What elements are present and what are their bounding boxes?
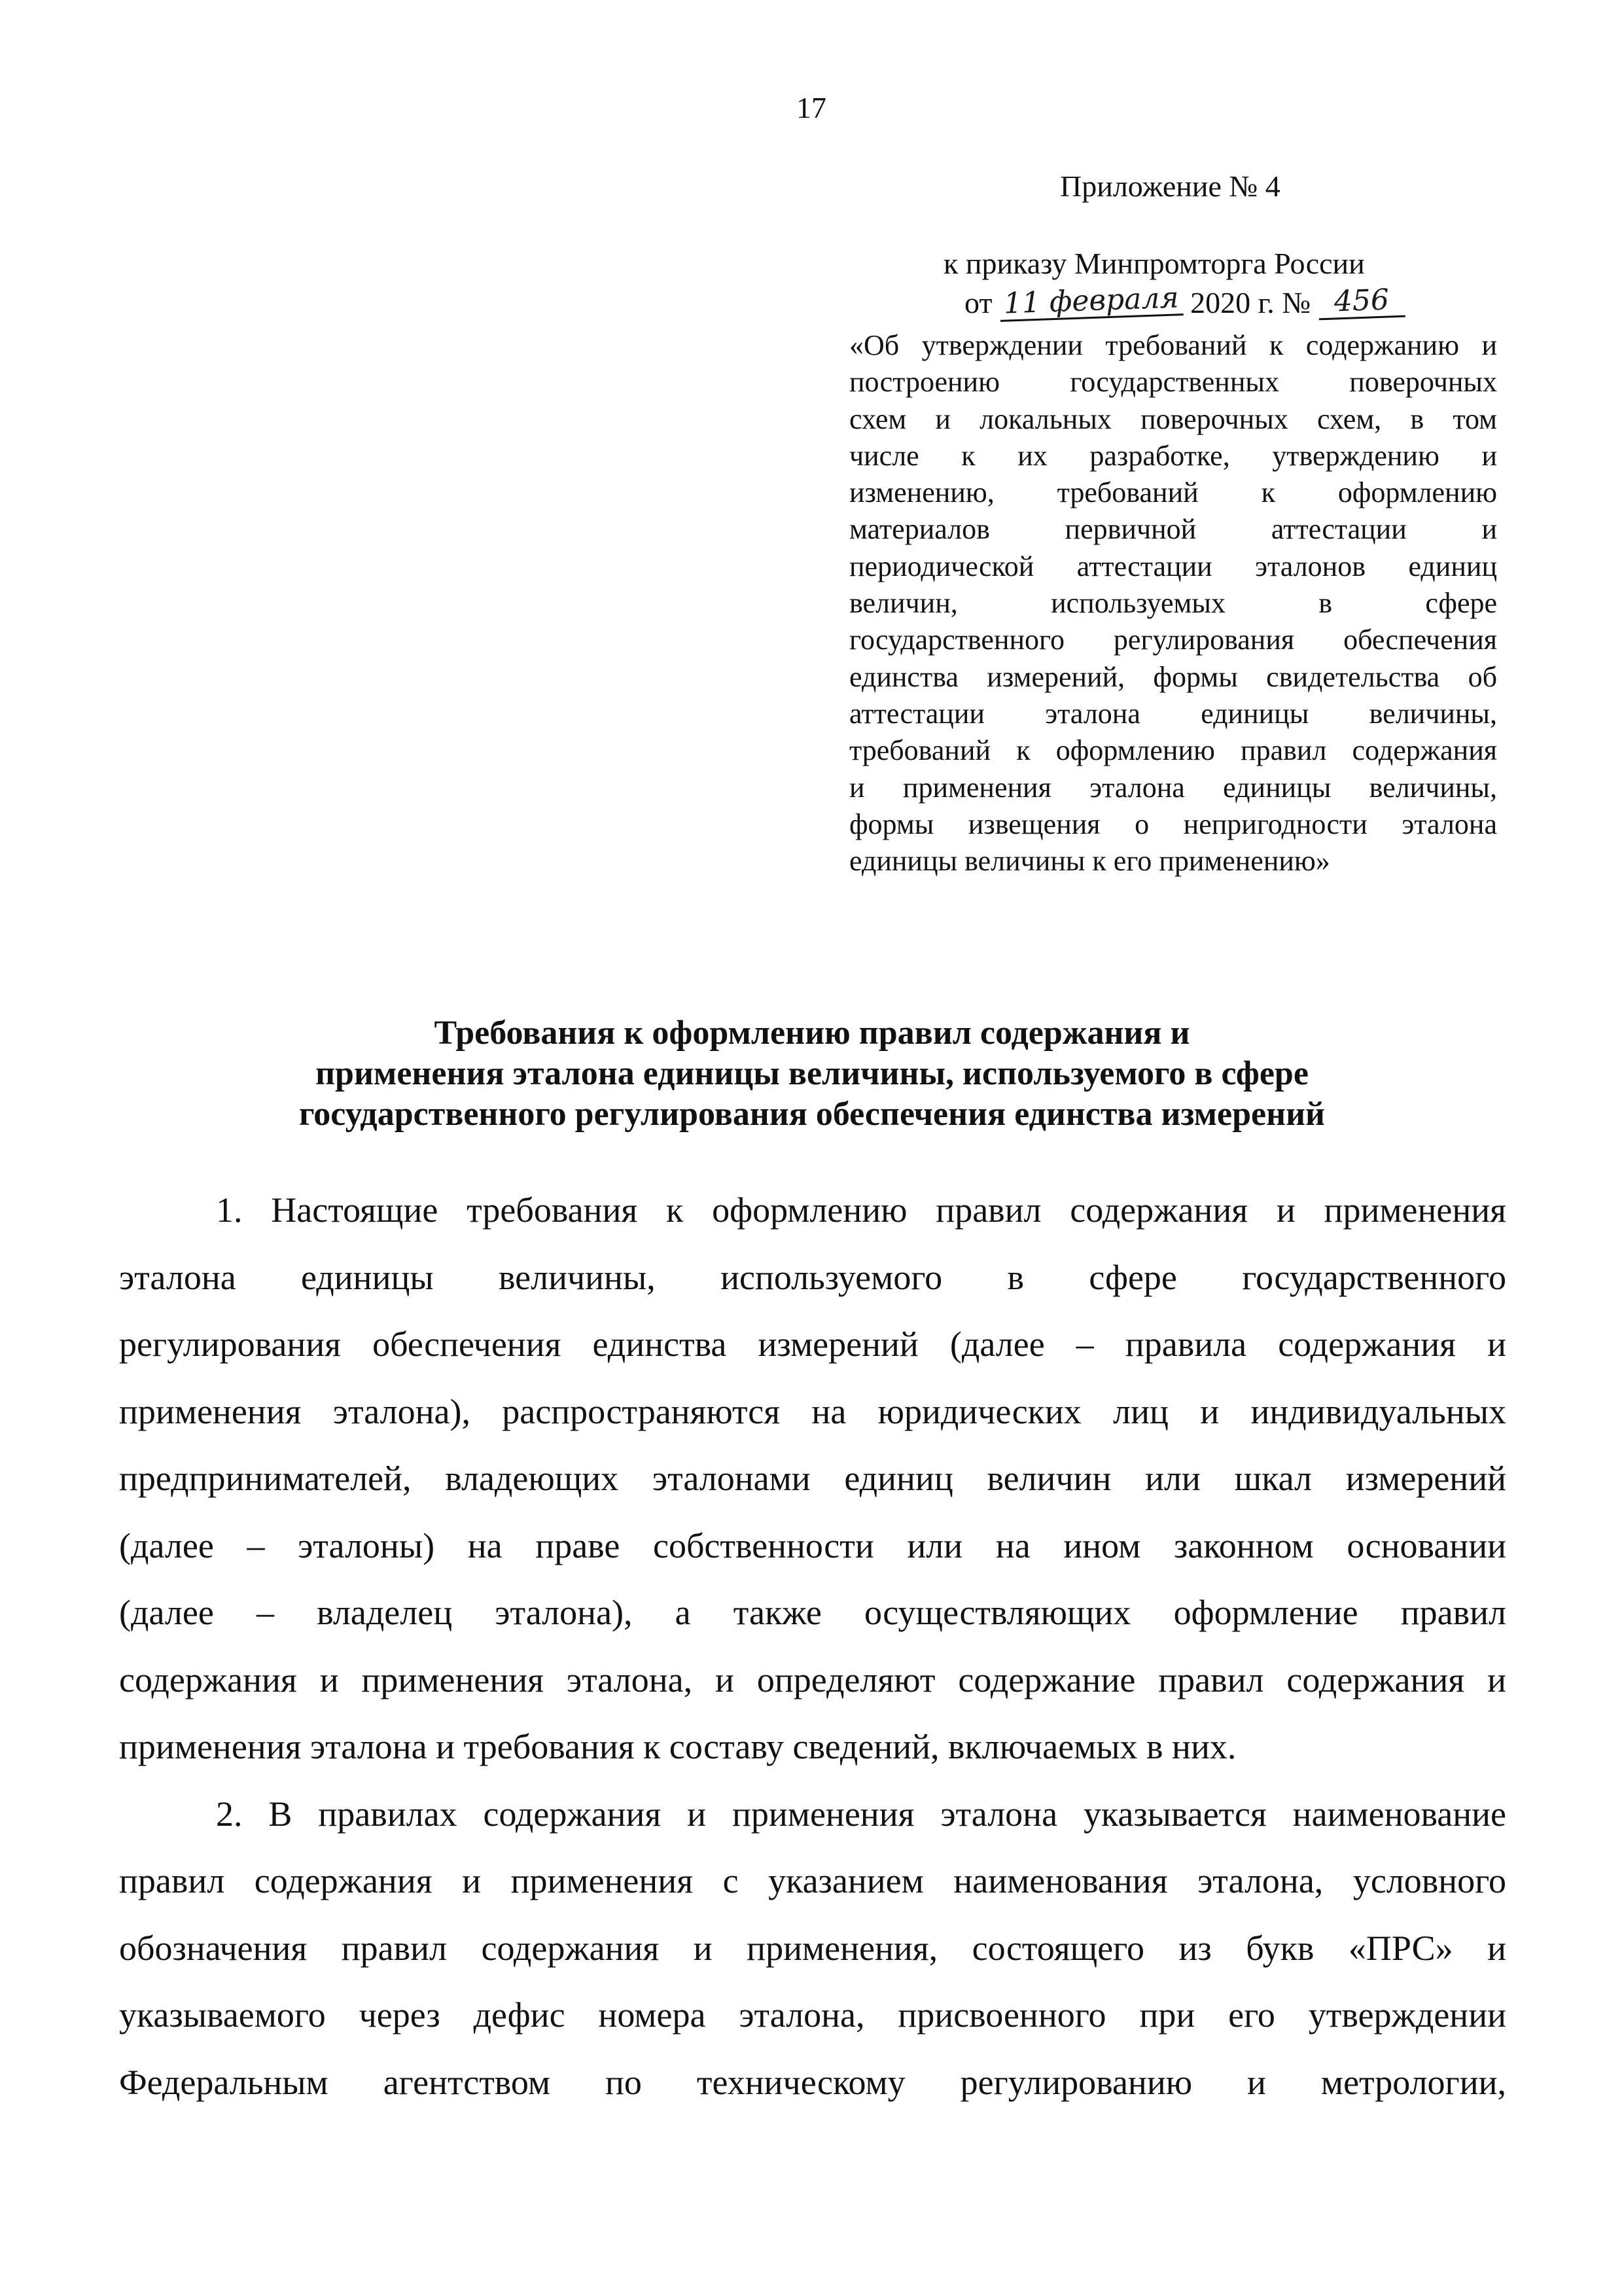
paragraph-line: предпринимателей, владеющих эталонами единиц величин или шкал измерений [119, 1459, 1506, 1498]
paragraph-2 [119, 1781, 1506, 2116]
order-caption-line: требований к оформлению правил содержания [849, 734, 1497, 767]
handwritten-order-number: 456 [1318, 285, 1405, 321]
document-title-line: Требования к оформлению правил содержания и [434, 1014, 1190, 1052]
paragraph-line: регулирования обеспечения единства измерений (далее – правила содержания и [119, 1325, 1506, 1364]
order-caption-line: «Об утверждении требований к содержанию и [849, 329, 1497, 361]
paragraph-line: применения эталона и требования к составу сведений, включаемых в них. [119, 1727, 1237, 1766]
paragraph-line: обозначения правил содержания и применения, состоящего из букв «ПРС» и [119, 1928, 1506, 1968]
paragraph-line: содержания и применения эталона, и определяют содержание правил содержания и [119, 1660, 1506, 1699]
body-text [119, 1177, 1506, 2116]
document-title [131, 1013, 1493, 1135]
order-date-suffix: 2020 г. № [1190, 286, 1311, 319]
order-caption-line: и применения эталона единицы величины, [849, 771, 1497, 804]
order-caption-line: формы извещения о непригодности эталона [849, 808, 1497, 840]
paragraph-line: 1. Настоящие требования к оформлению правил содержания и применения [216, 1190, 1506, 1230]
order-caption-line: периодической аттестации эталонов единиц [849, 550, 1497, 582]
paragraph-line: применения эталона), распространяются на юридических лиц и индивидуальных [119, 1391, 1506, 1431]
order-caption-line: изменению, требований к оформлению [849, 476, 1497, 509]
paragraph-line: указываемого через дефис номера эталона, присвоенного при его утверждении [119, 1995, 1506, 2035]
handwritten-date: 11 февраля [999, 283, 1183, 322]
appendix-title: Приложение № 4 [1060, 169, 1280, 203]
order-reference: к приказу Минпромторга России [944, 247, 1365, 280]
order-caption-line: государственного регулирования обеспечения [849, 624, 1497, 656]
order-caption-line: единства измерений, формы свидетельства об [849, 660, 1497, 693]
order-caption-line: аттестации эталона единицы величины, [849, 697, 1497, 730]
paragraph-line: 2. В правилах содержания и применения эталона указывается наименование [216, 1794, 1506, 1834]
order-caption-line: материалов первичной аттестации и [849, 513, 1497, 546]
order-caption-line: величин, используемых в сфере [849, 587, 1497, 620]
document-title-line: государственного регулирования обеспечения единства измерений [298, 1095, 1326, 1133]
order-caption-line: схем и локальных поверочных схем, в том [849, 402, 1497, 435]
order-date-prefix: от [964, 286, 993, 319]
paragraph-line: эталона единицы величины, используемого в сфере государственного [119, 1257, 1506, 1297]
paragraph-line: (далее – эталоны) на праве собственности или на ином законном основании [119, 1525, 1506, 1565]
order-caption-line: единицы величины к его применению» [849, 845, 1330, 878]
order-caption [849, 327, 1497, 880]
order-caption-line: числе к их разработке, утверждению и [849, 439, 1497, 472]
document-title-line: применения эталона единицы величины, используемого в сфере [315, 1055, 1309, 1092]
order-date-line [964, 281, 1405, 321]
paragraph-line: правил содержания и применения с указанием наименования эталона, условного [119, 1861, 1506, 1900]
page-number: 17 [796, 91, 826, 124]
paragraph-line: Федеральным агентством по техническому регулированию и метрологии, [119, 2062, 1506, 2102]
paragraph-line: (далее – владелец эталона), а также осуществляющих оформление правил [119, 1593, 1506, 1632]
order-caption-line: построению государственных поверочных [849, 366, 1497, 399]
paragraph-1 [119, 1177, 1506, 1781]
